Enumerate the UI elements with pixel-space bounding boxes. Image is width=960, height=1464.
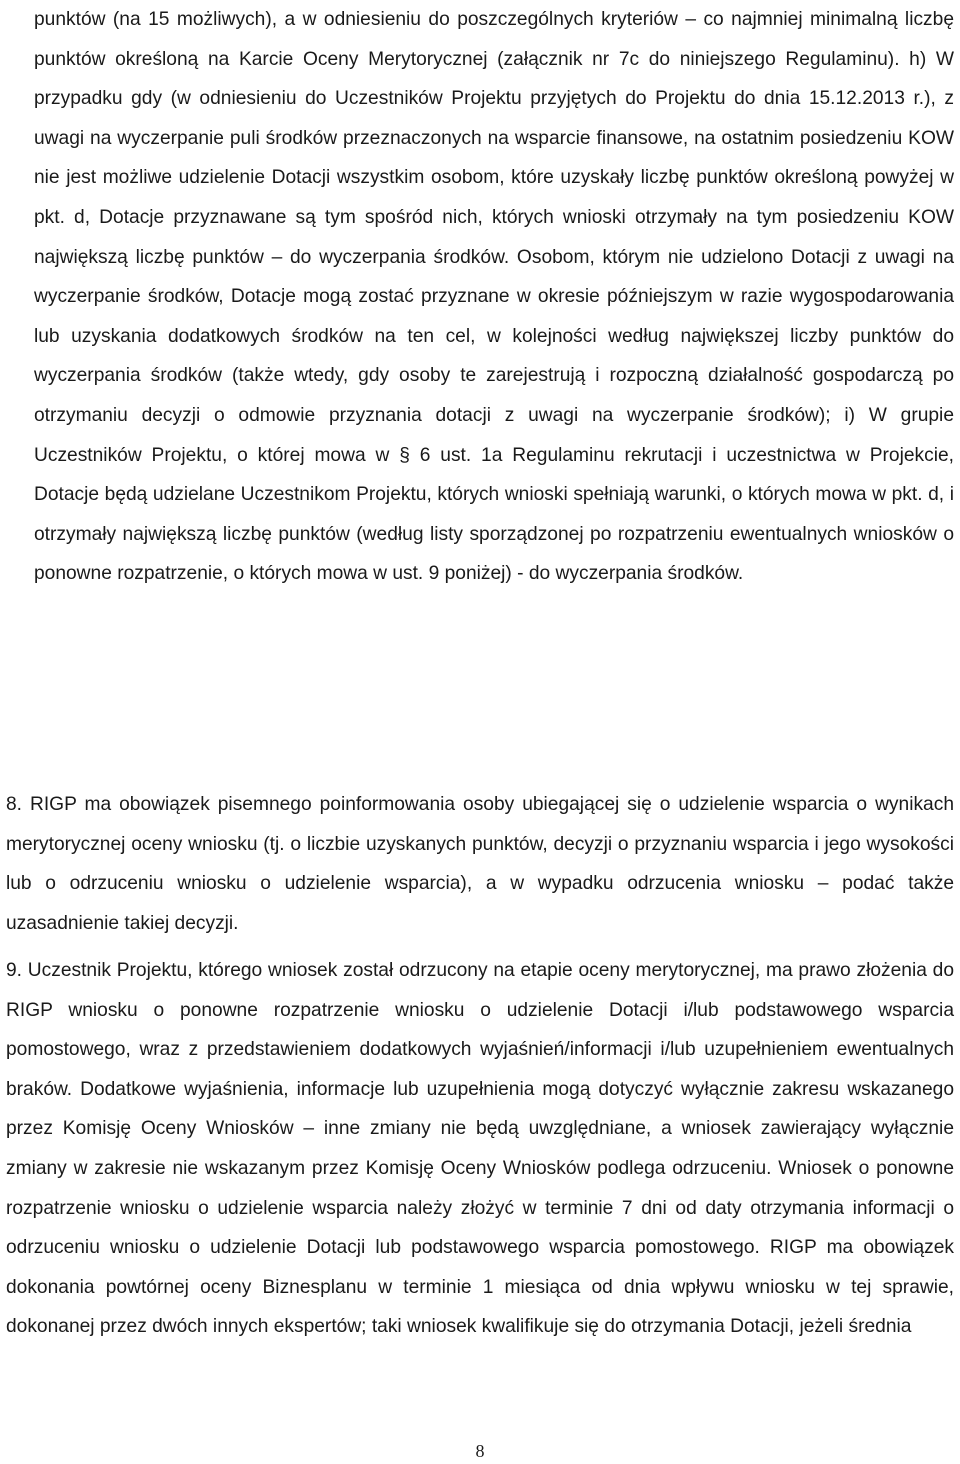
paragraph-point-9: 9. Uczestnik Projektu, którego wniosek został odrzucony na etapie oceny merytorycznej, ma prawo złożenia do RIGP wniosku o ponowne rozpatrzenie wniosku o udzielenie Dotacji i/lub podstawowego wsparcia pomostowego, wraz z przedstawieniem dodatkowych wyjaśnień/informacji i/lub uzupełnieniem ewentualnych braków. Dodatkowe wyjaśnienia, informacje lub uzupełnienia mogą dotyczyć wyłącznie zakresu wskazanego przez Komisję Oceny Wniosków – inne zmiany nie będą uwzględniane, a wniosek zawierający wyłącznie zmiany w zakresie nie wskazanym przez Komisję Oceny Wniosków podlega odrzuceniu. Wniosek o ponowne rozpatrzenie wniosku o udzielenie wsparcia należy złożyć w terminie 7 dni od daty otrzymania informacji o odrzuceniu wniosku o udzielenie Dotacji lub podstawowego wsparcia pomostowego. RIGP ma obowiązek dokonania powtórnej oceny Biznesplanu w terminie 1 miesiąca od dnia wpływu wniosku w tej sprawie, dokonanej przez dwóch innych ekspertów; taki wniosek kwalifikuje się do otrzymania Dotacji, jeżeli średnia <box>6 960 954 1338</box>
continuation-paragraph: punktów (na 15 możliwych), a w odniesieniu do poszczególnych kryteriów – co najmniej minimalną liczbę punktów określoną na Karcie Oceny Merytorycznej (załącznik nr 7c do niniejszego Regulaminu). h) W przypadku gdy (w odniesieniu do Uczestników Projektu przyjętych do Projektu do dnia 15.12.2013 r.), z uwagi na wyczerpanie puli środków przeznaczonych na wsparcie finansowe, na ostatnim posiedzeniu KOW nie jest możliwe udzielenie Dotacji wszystkim osobom, które uzyskały liczbę punktów określoną powyżej w pkt. d, Dotacje przyznawane są tym spośród nich, których wnioski otrzymały na tym posiedzeniu KOW największą liczbę punktów – do wyczerpania środków. Osobom, którym nie udzielono Dotacji z uwagi na wyczerpanie środków, Dotacje mogą zostać przyznane w okresie późniejszym w razie wygospodarowania lub uzyskania dodatkowych środków na ten cel, w kolejności według największej liczby punktów do wyczerpania środków (także wtedy, gdy osoby te zarejestrują i rozpoczną działalność gospodarczą po otrzymaniu decyzji o odmowie przyznania dotacji z uwagi na wyczerpanie środków); i) W grupie Uczestników Projektu, o której mowa w § 6 ust. 1a Regulaminu rekrutacji i uczestnictwa w Projekcie, Dotacje będą udzielane Uczestnikom Projektu, których wnioski spełniają warunki, o których mowa w pkt. d, i otrzymały największą liczbę punktów (według listy sporządzonej po rozpatrzeniu ewentualnych wniosków o ponowne rozpatrzenie, o których mowa w ust. 9 poniżej) - do wyczerpania środków. <box>34 9 954 585</box>
page-number: 8 <box>475 1441 485 1461</box>
paragraph-point-8: 8. RIGP ma obowiązek pisemnego poinformowania osoby ubiegającej się o udzielenie wsparcia o wynikach merytorycznej oceny wniosku (tj. o liczbie uzyskanych punktów, decyzji o przyznaniu wsparcia i jego wysokości lub o odrzuceniu wniosku o udzielenie wsparcia), a w wypadku odrzucenia wniosku – podać także uzasadnienie takiej decyzji. <box>6 794 954 934</box>
